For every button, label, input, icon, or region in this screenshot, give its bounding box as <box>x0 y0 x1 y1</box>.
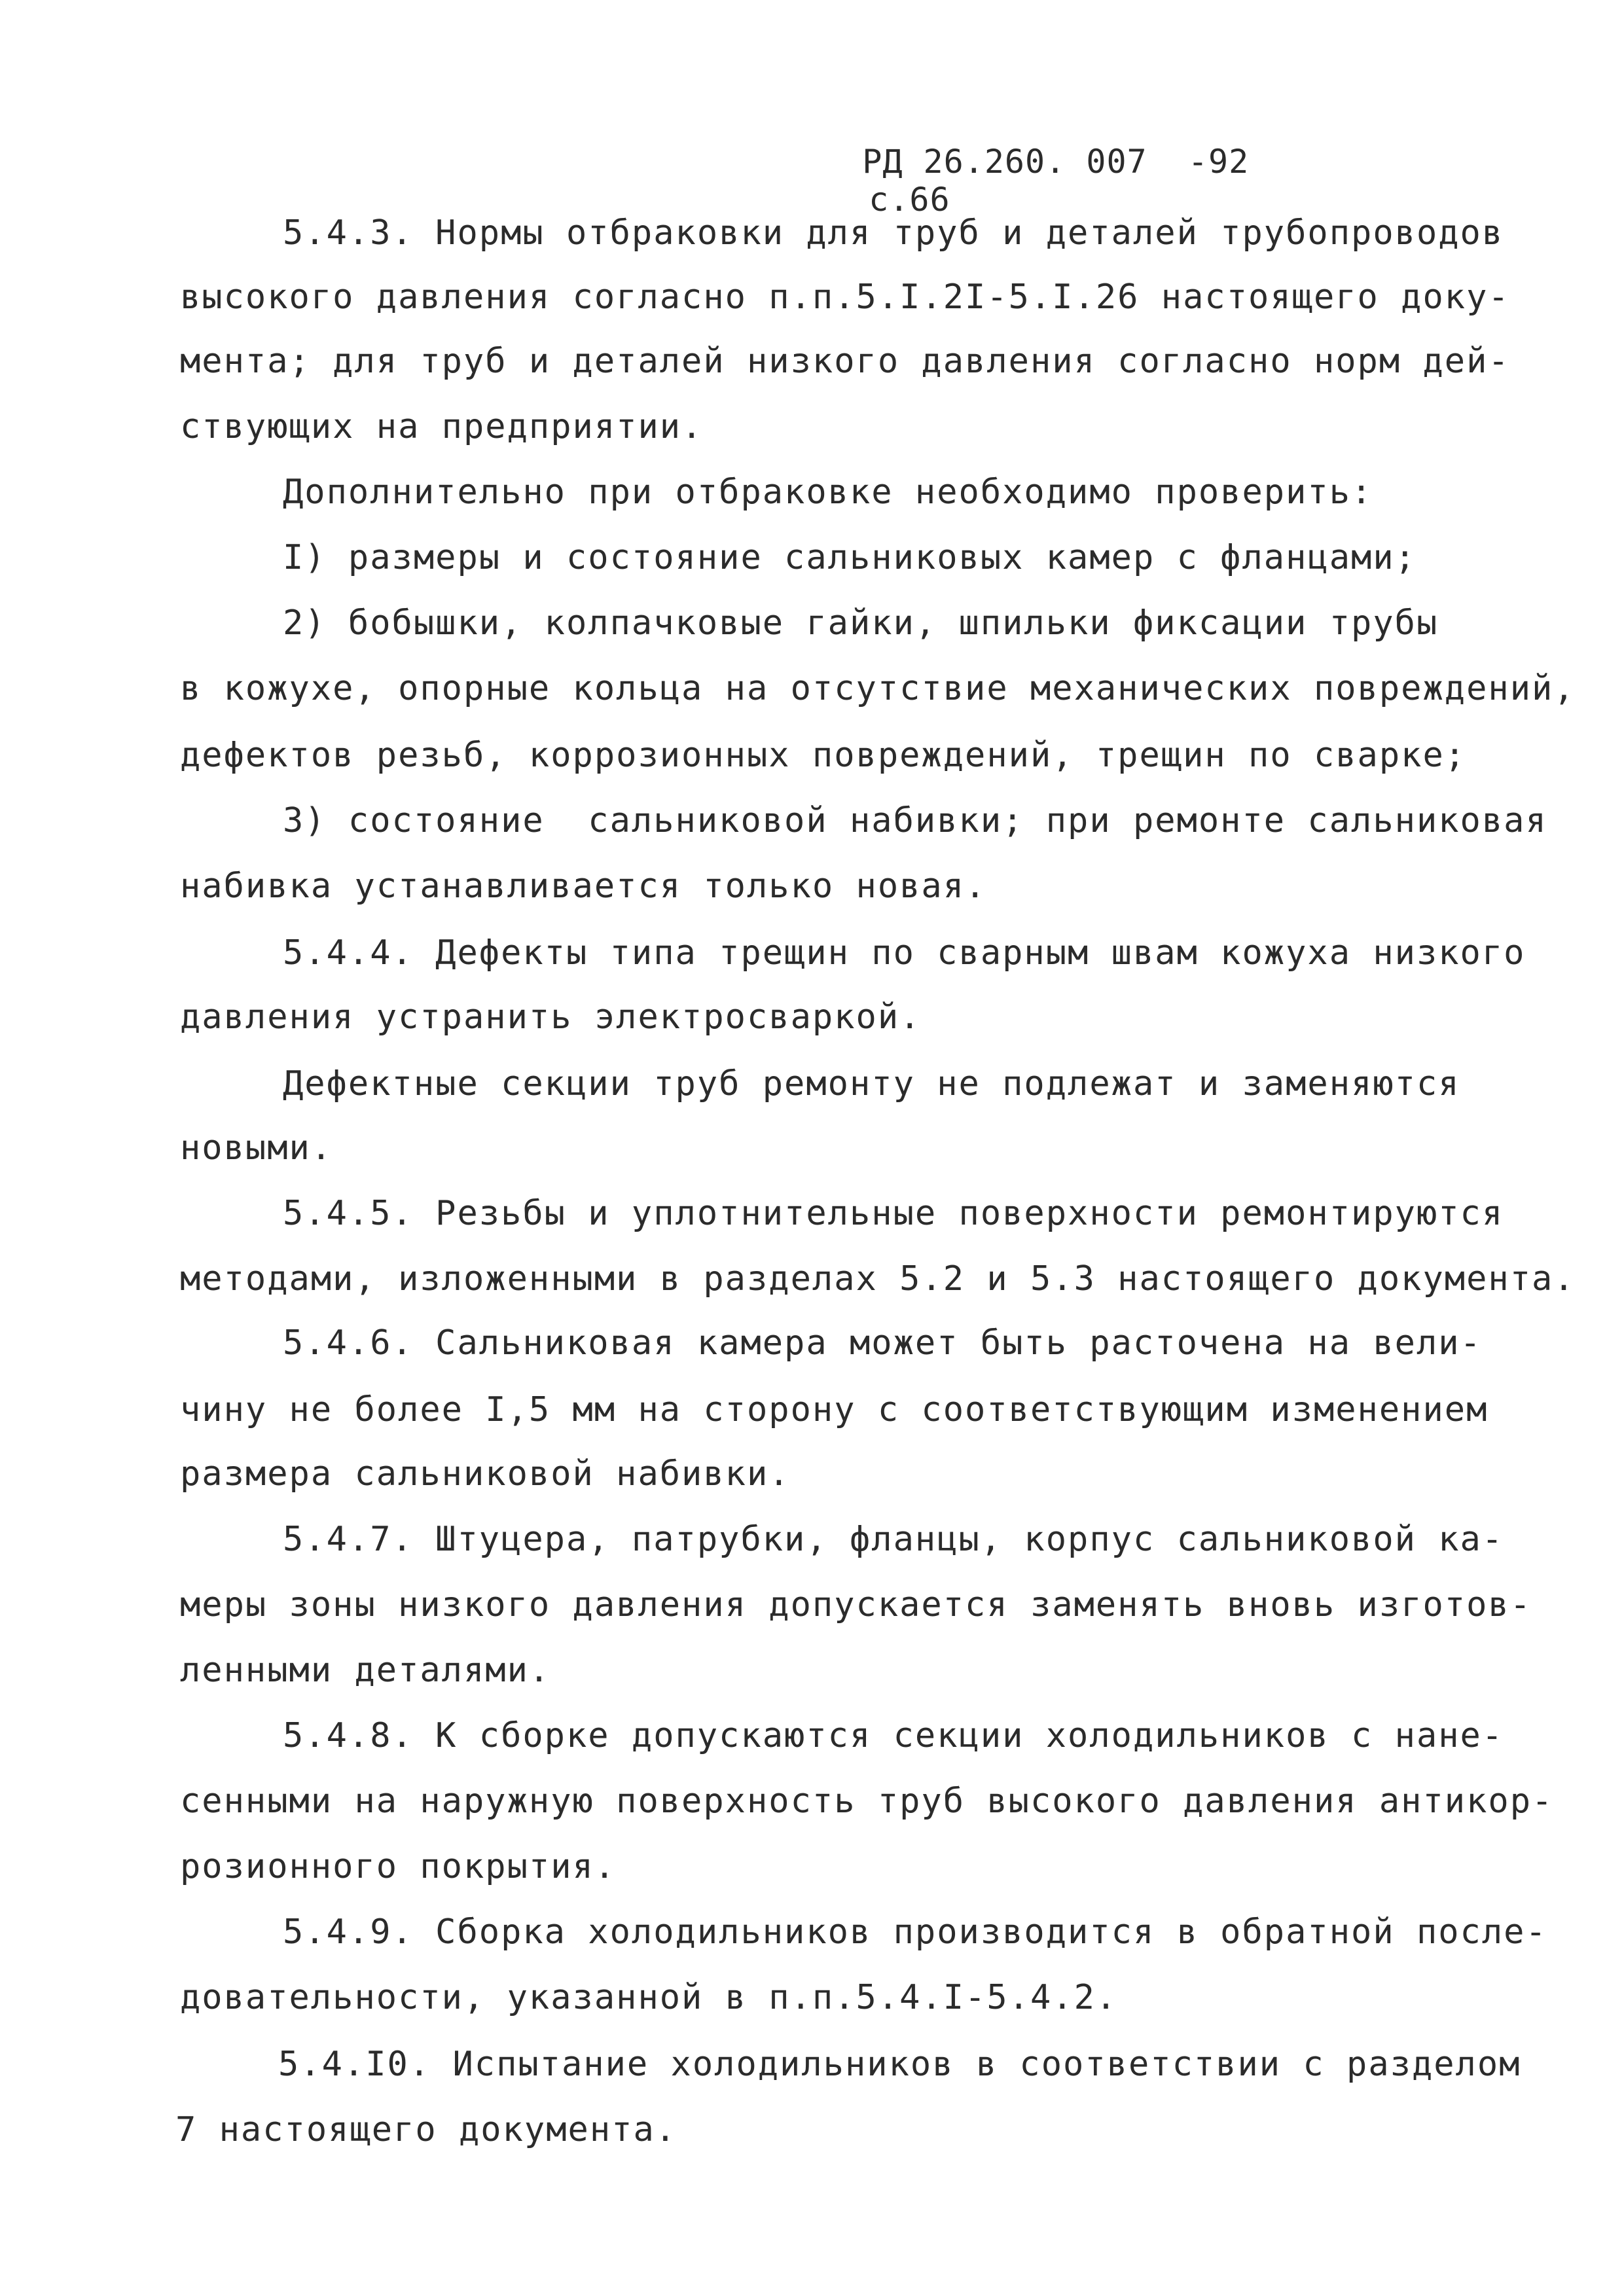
text-line: в кожухе, опорные кольца на отсутствие механических повреждений, <box>180 669 1576 708</box>
text-line: 7 настоящего документа. <box>175 2110 677 2149</box>
document-code: РД 26.260. 007 -92 <box>862 143 1250 181</box>
text-line: 5.4.7. Штуцера, патрубки, фланцы, корпус сальниковой ка- <box>283 1520 1504 1559</box>
text-line: сенными на наружную поверхность труб высокого давления антикор- <box>180 1782 1554 1821</box>
text-line: меры зоны низкого давления допускается заменять вновь изготов- <box>180 1585 1532 1624</box>
text-line: методами, изложенными в разделах 5.2 и 5.3 настоящего документа. <box>180 1259 1576 1299</box>
text-line: ствующих на предприятии. <box>180 407 704 446</box>
text-line: 5.4.4. Дефекты типа трещин по сварным швам кожуха низкого <box>283 933 1526 973</box>
text-line: мента; для труб и деталей низкого давления согласно норм дей- <box>180 342 1510 381</box>
text-line: 5.4.5. Резьбы и уплотнительные поверхности ремонтируются <box>283 1194 1504 1233</box>
text-line: 5.4.I0. Испытание холодильников в соответствии с разделом <box>278 2045 1521 2084</box>
text-line: 5.4.8. К сборке допускаются секции холодильников с нане- <box>283 1716 1504 1755</box>
text-line: 5.4.9. Сборка холодильников производится в обратной после- <box>283 1912 1547 1952</box>
text-line: розионного покрытия. <box>180 1847 617 1886</box>
text-line: ленными деталями. <box>180 1651 551 1690</box>
text-line: довательности, указанной в п.п.5.4.I-5.4.2. <box>180 1978 1118 2017</box>
text-line: I) размеры и состояние сальниковых камер с фланцами; <box>283 538 1416 577</box>
text-line: высокого давления согласно п.п.5.I.2I-5.I.26 настоящего доку- <box>180 278 1510 317</box>
text-line: размера сальниковой набивки. <box>180 1454 791 1494</box>
text-line: 5.4.6. Сальниковая камера может быть расточена на вели- <box>283 1323 1482 1363</box>
text-line: чину не более I,5 мм на сторону с соответствующим изменением <box>180 1390 1489 1429</box>
page-number: с.66 <box>869 181 950 219</box>
text-line: дефектов резьб, коррозионных повреждений, трещин по сварке; <box>180 736 1467 775</box>
text-line: Дополнительно при отбраковке необходимо проверить: <box>283 473 1373 512</box>
text-line: 2) бобышки, колпачковые гайки, шпильки фиксации трубы <box>283 603 1439 643</box>
text-line: давления устранить электросваркой. <box>180 997 922 1037</box>
text-line: набивка устанавливается только новая. <box>180 867 987 906</box>
text-line: 5.4.3. Нормы отбраковки для труб и деталей трубопроводов <box>283 213 1504 253</box>
text-line: новыми. <box>180 1128 333 1168</box>
text-line: Дефектные секции труб ремонту не подлежат и заменяются <box>283 1064 1460 1103</box>
text-line: 3) состояние сальниковой набивки; при ремонте сальниковая <box>283 801 1547 840</box>
